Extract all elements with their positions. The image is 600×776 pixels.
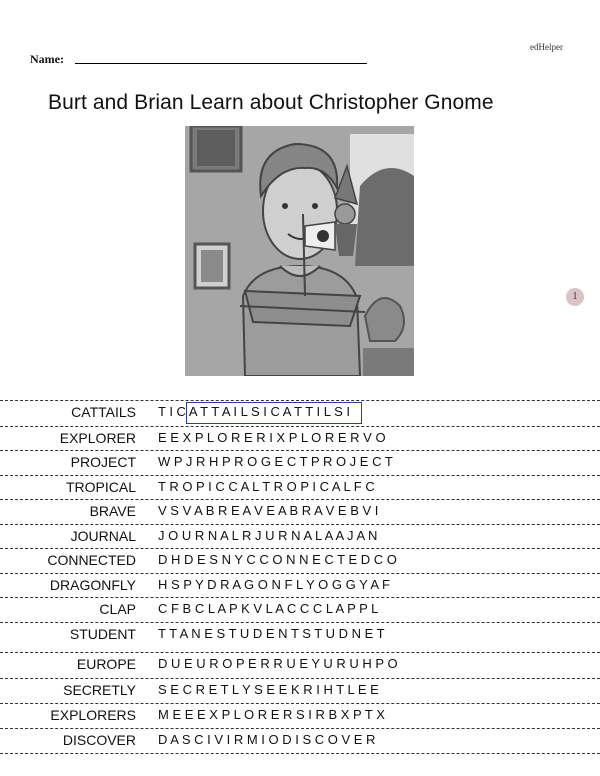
puzzle-letters: E E X P L O R E R I X P L O R E R V O <box>158 430 386 445</box>
puzzle-word: CONNECTED <box>47 552 136 568</box>
puzzle-row <box>0 426 600 451</box>
puzzle-letters: C F B C L A P K V L A C C C L A P P L <box>158 601 379 616</box>
puzzle-letters: D H D E S N Y C C O N N E C T E D C O <box>158 552 397 567</box>
puzzle-letters: H S P Y D R A G O N F L Y O G G Y A F <box>158 577 390 592</box>
puzzle-letters: V S V A B R E A V E A B R A V E B V I <box>158 503 379 518</box>
puzzle-word: DRAGONFLY <box>49 577 136 593</box>
puzzle-letters: D A S C I V I R M I O D I S C O V E R <box>158 732 376 747</box>
puzzle-word: JOURNAL <box>70 528 136 544</box>
puzzle-row <box>0 622 600 647</box>
puzzle-row <box>0 499 600 524</box>
puzzle-row <box>0 573 600 598</box>
brand-label: edHelper <box>530 42 563 52</box>
puzzle-letters: W P J R H P R O G E C T P R O J E C T <box>158 454 393 469</box>
puzzle-letters: M E E E X P L O R E R S I R B X P T X <box>158 707 385 722</box>
puzzle-row <box>0 450 600 475</box>
name-label: Name: <box>30 52 64 66</box>
puzzle-word: STUDENT <box>69 626 136 642</box>
page-title: Burt and Brian Learn about Christopher Gnome <box>48 91 494 114</box>
puzzle-letters: S E C R E T L Y S E E K R I H T L E E <box>158 682 379 697</box>
puzzle-row <box>0 703 600 728</box>
puzzle-word: EXPLORERS <box>50 707 136 723</box>
puzzle-letters: J O U R N A L R J U R N A L A A J A N <box>158 528 378 543</box>
puzzle-word: DISCOVER <box>62 732 136 748</box>
puzzle-row <box>0 728 600 754</box>
puzzle-word: TROPICAL <box>65 479 136 495</box>
puzzle-row <box>0 597 600 622</box>
puzzle-letters: T R O P I C C A L T R O P I C A L F C <box>158 479 375 494</box>
puzzle-word: BRAVE <box>89 503 136 519</box>
name-line[interactable] <box>75 63 367 64</box>
puzzle-row <box>0 678 600 703</box>
puzzle-word: EUROPE <box>76 656 136 672</box>
puzzle-row <box>0 524 600 549</box>
puzzle-letters: T I C A T T A I L S I C A T T I L S I <box>158 404 350 419</box>
puzzle-row <box>0 475 600 500</box>
puzzle-word: SECRETLY <box>63 682 136 698</box>
boy-with-gnome-and-boat-illustration <box>185 126 414 376</box>
puzzle-word: PROJECT <box>70 454 136 470</box>
puzzle-row <box>0 400 600 425</box>
puzzle-word: CLAP <box>99 601 136 617</box>
puzzle-letters: T T A N E S T U D E N T S T U D N E T <box>158 626 385 641</box>
page-number-badge: 1 <box>566 288 584 306</box>
puzzle-row <box>0 548 600 573</box>
puzzle-word: CATTAILS <box>71 404 136 420</box>
puzzle-word: EXPLORER <box>59 430 136 446</box>
puzzle-row <box>0 652 600 677</box>
puzzle-letters: D U E U R O P E R R U E Y U R U H P O <box>158 656 398 671</box>
